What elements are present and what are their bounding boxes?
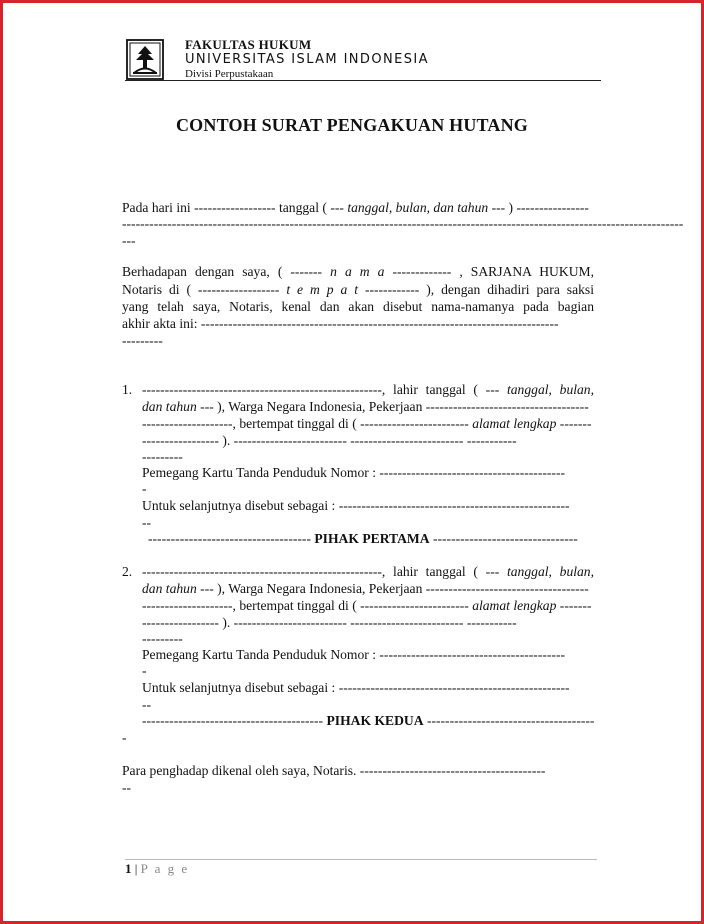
intro-line-3: yang telah saya, Notaris, kenal dan akan disebut nama-namanya pada bagian xyxy=(122,299,594,314)
party-1-ktp-cont: - xyxy=(142,481,147,496)
party-1-reference: Untuk selanjutnya disebut sebagai : --------------------------------------------------- xyxy=(142,498,570,513)
party-1-line-1: -----------------------------------------------------, lahir tanggal ( --- tanggal, bulan, xyxy=(142,382,595,397)
university-name: UNIVERSITAS ISLAM INDONESIA xyxy=(185,52,429,67)
opening-line-3: --- xyxy=(122,233,136,248)
university-logo xyxy=(125,38,165,81)
opening-line-2: ---------------------------------------------------------------------------------------------------------------------------- xyxy=(122,216,684,231)
intro-line-2: Notaris di ( ------------------ t e m p a t ------------ ), dengan dihadiri para saksi xyxy=(122,282,594,297)
letterhead xyxy=(185,37,429,82)
closing-line-2: -- xyxy=(122,780,132,795)
footer-rule xyxy=(125,859,597,860)
party-2-designation: ---------------------------------------- PIHAK KEDUA ------------------------------------- xyxy=(142,713,595,728)
party-2-ktp: Pemegang Kartu Tanda Penduduk Nomor : ----------------------------------------- xyxy=(142,647,565,662)
page-label: P a g e xyxy=(140,861,190,876)
party-2-line-1: -----------------------------------------------------, lahir tanggal ( --- tanggal, bulan, xyxy=(142,564,595,579)
intro-line-5: --------- xyxy=(122,333,163,348)
party-1-line-3: --------------------, bertempat tinggal di ( ------------------------ alamat lengkap ------- xyxy=(142,416,592,431)
document-title: CONTOH SURAT PENGAKUAN HUTANG xyxy=(175,115,528,135)
page-footer xyxy=(125,861,189,877)
faculty-name: FAKULTAS HUKUM xyxy=(185,37,312,52)
opening-line-1: Pada hari ini ------------------ tanggal ( --- tanggal, bulan, dan tahun --- ) ---------------- xyxy=(122,200,589,215)
party-2-reference-cont: -- xyxy=(142,697,152,712)
party-1-reference-cont: -- xyxy=(142,515,152,530)
party-2-ktp-cont: - xyxy=(142,663,147,678)
party-1-designation: ------------------------------------ PIHAK PERTAMA -------------------------------- xyxy=(148,531,578,546)
header-rule xyxy=(125,80,601,81)
party-2-tail: - xyxy=(122,730,127,745)
party-1-line-2: dan tahun --- ), Warga Negara Indonesia, Pekerjaan ------------------------------------ xyxy=(142,399,589,414)
party-1-ktp: Pemegang Kartu Tanda Penduduk Nomor : ----------------------------------------- xyxy=(142,465,565,480)
party-2-line-5: --------- xyxy=(142,631,183,646)
party-2-reference: Untuk selanjutnya disebut sebagai : --------------------------------------------------- xyxy=(142,680,570,695)
party-2-line-3: --------------------, bertempat tinggal di ( ------------------------ alamat lengkap ------- xyxy=(142,598,592,613)
document-page xyxy=(3,3,701,921)
party-1-line-4: ----------------- ). ------------------------- ------------------------- ----------- xyxy=(142,433,517,448)
page-number: 1 xyxy=(125,861,132,876)
intro-line-1: Berhadapan dengan saya, ( ------- n a m a ------------- , SARJANA HUKUM, xyxy=(122,264,594,279)
closing-line-1: Para penghadap dikenal oleh saya, Notaris. ----------------------------------------- xyxy=(122,763,546,778)
party-2-number: 2. xyxy=(122,564,133,579)
intro-line-4: akhir akta ini: ------------------------------------------------------------------------------- xyxy=(122,316,559,331)
footer-separator: | xyxy=(131,861,141,876)
party-1-line-5: --------- xyxy=(142,449,183,464)
party-1-number: 1. xyxy=(122,382,133,397)
party-2-line-2: dan tahun --- ), Warga Negara Indonesia, Pekerjaan ------------------------------------ xyxy=(142,581,589,596)
party-2-line-4: ----------------- ). ------------------------- ------------------------- ----------- xyxy=(142,615,517,630)
division-name: Divisi Perpustakaan xyxy=(185,68,274,80)
